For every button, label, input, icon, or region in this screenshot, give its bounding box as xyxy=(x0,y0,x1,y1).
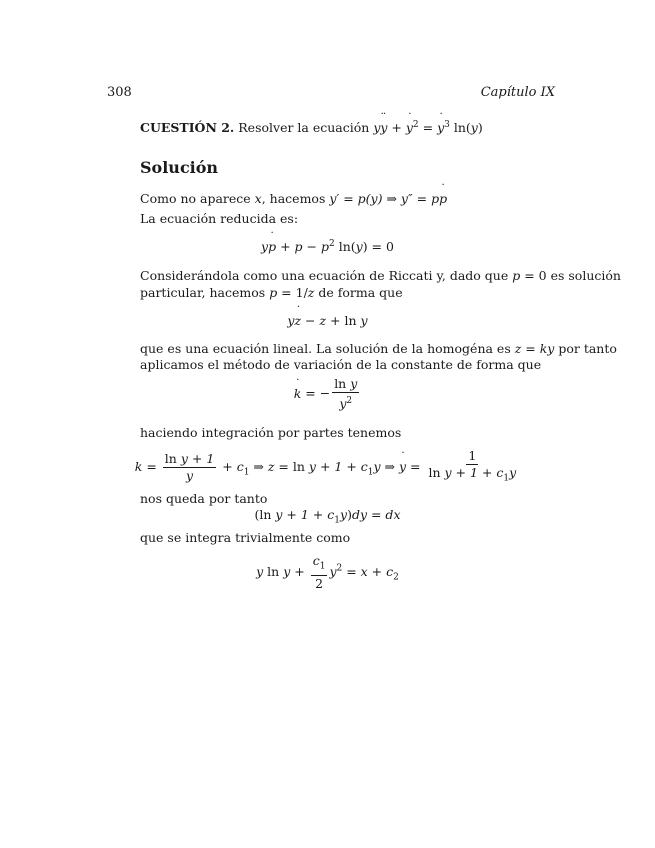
paragraph-5: haciendo integración por partes tenemos xyxy=(140,425,402,440)
equation-final: y ln y + $\frac{c_1}{2}$ $y^2 = x + c_2$ xyxy=(256,553,399,591)
p3c-text: particular, hacemos xyxy=(140,285,266,300)
equation-linear: yz ˙ − z + ln y xyxy=(0,313,655,328)
p1-var: x xyxy=(254,191,262,206)
paragraph-6: nos queda por tanto xyxy=(140,491,268,506)
paragraph-1 xyxy=(140,190,447,207)
page-number: 308 xyxy=(107,85,132,100)
paragraph-3a: Considerándola como una ecuación de Riccati y, dado que p = 0 es solución xyxy=(140,268,621,283)
p1-formula: y′ = p(y) ⇒ y″ = pp ˙ xyxy=(329,191,447,206)
equation-k-dot: k ˙ = − $\frac{\text{ln y}}{y^2}$ xyxy=(0,377,655,411)
question-text: Resolver la ecuación xyxy=(238,120,370,136)
p4b-text: por tanto xyxy=(558,341,617,356)
p3d-text: de forma que xyxy=(318,285,403,300)
p3b-text: es solución xyxy=(550,268,621,283)
question-equation: yy ¨ + y ˙$^2$ = y ˙$^3$ ln(y) xyxy=(373,120,482,135)
question-statement xyxy=(140,117,483,136)
solution-heading: Solución xyxy=(140,158,219,177)
chapter-title: Capítulo IX xyxy=(480,85,555,100)
paragraph-7: que se integra trivialmente como xyxy=(140,530,351,545)
paragraph-2: La ecuación reducida es: xyxy=(140,211,299,226)
p3a-text: Considerándola como una ecuación de Riccati y, dado que xyxy=(140,268,509,283)
question-label: CUESTIÓN 2. xyxy=(140,120,235,136)
equation-integration: k = $\frac{\text{ln y + 1}}{y}$ + $c_1$ ⇒ $z = \ln y + 1 + c_1y$ ⇒ y ˙ = $\frac{1}{\ln y + 1 + c_1y}$ xyxy=(0,449,655,486)
p4a-text: que es una ecuación lineal. La solución de la homogéna es xyxy=(140,341,511,356)
paragraph-4a: que es una ecuación lineal. La solución de la homogéna es z = ky por tanto xyxy=(140,341,617,356)
p1-text: Como no aparece xyxy=(140,191,251,206)
p1-mid: , hacemos xyxy=(261,191,326,206)
paragraph-3b: particular, hacemos p = 1/z de forma que xyxy=(140,285,403,300)
paragraph-4b: aplicamos el método de variación de la constante de forma que xyxy=(140,357,542,372)
equation-reduced: yp ˙ + $p - p^2$ ln(y) = 0 xyxy=(0,239,655,254)
equation-differential: (ln $y + 1 + c_1y)dy$ = dx xyxy=(254,507,401,526)
